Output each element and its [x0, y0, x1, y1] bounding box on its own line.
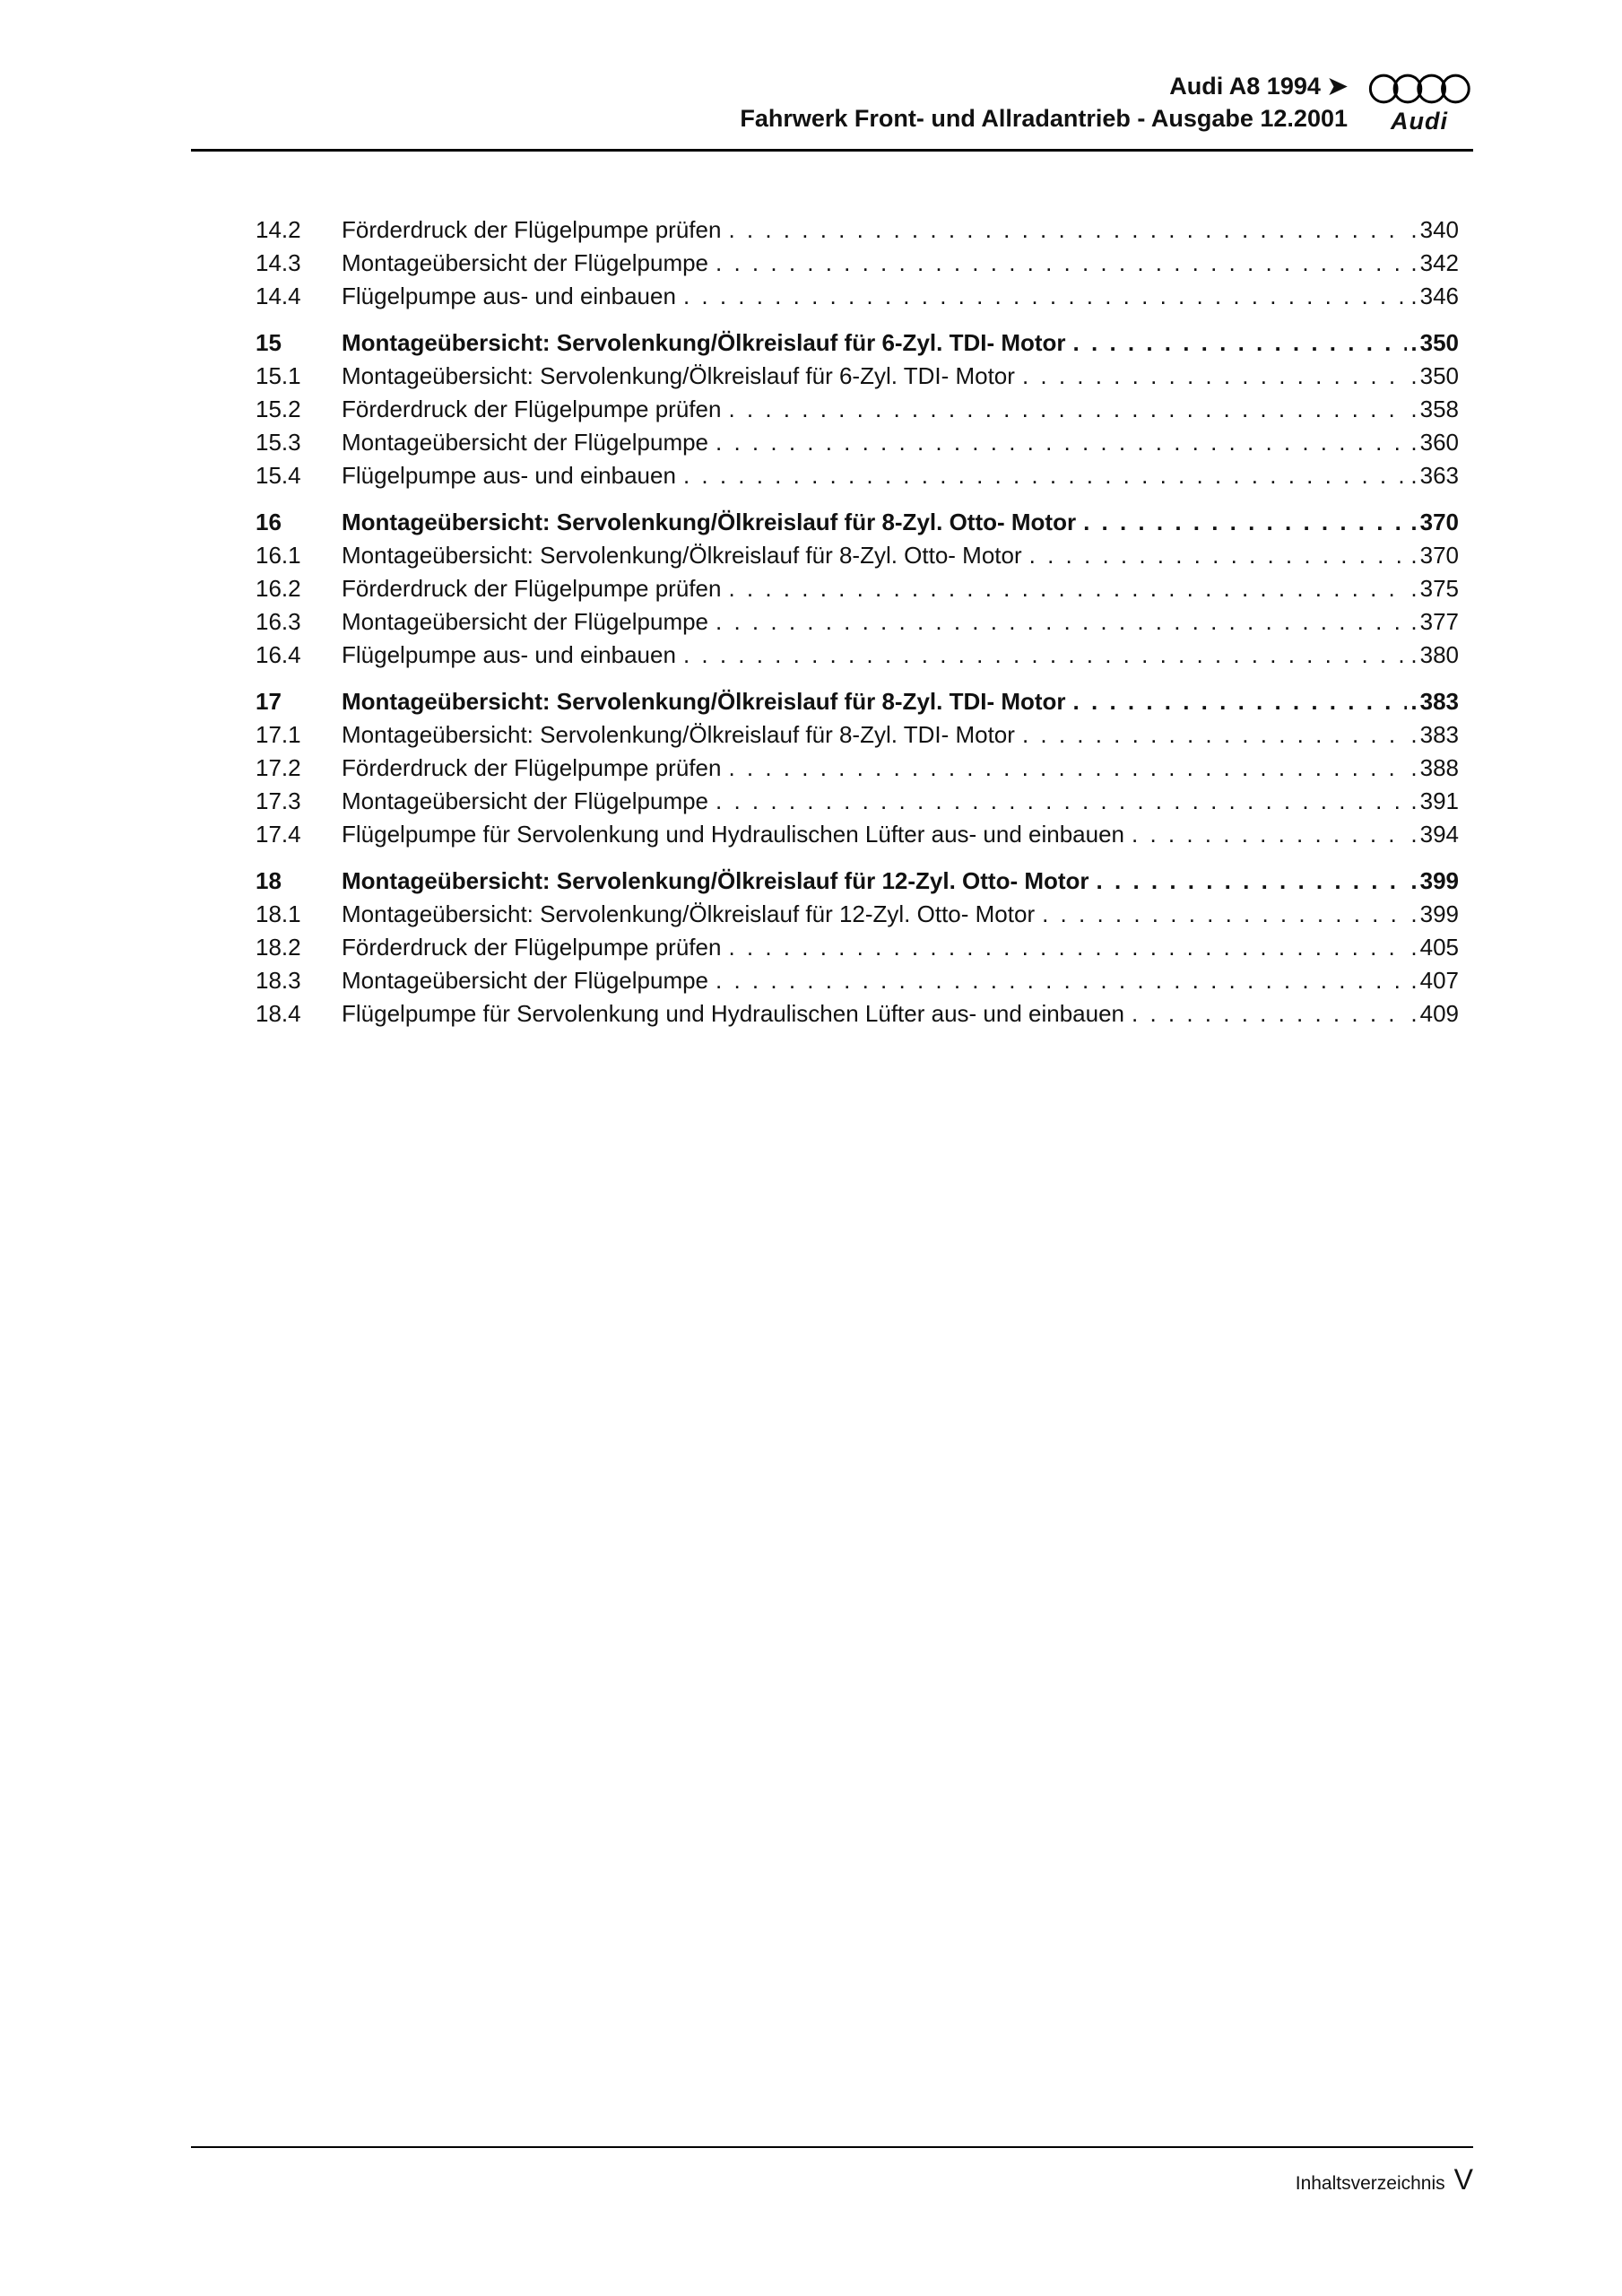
toc-entry-number: 16.2: [256, 575, 301, 602]
toc-entry: [256, 326, 1459, 360]
toc-entry-number: 15.1: [256, 362, 301, 389]
toc-entry-number: 17.3: [256, 787, 301, 814]
toc-entry-page: . 399: [1410, 898, 1459, 931]
header-divider: [191, 149, 1473, 152]
toc-entry: [256, 459, 1459, 492]
toc-entry-title: Montageübersicht der Flügelpumpe: [342, 429, 709, 456]
toc-entry-page: . 383: [1410, 685, 1459, 718]
toc-entry: [256, 785, 1459, 818]
dot-leader: [728, 393, 1407, 426]
toc-entry: [256, 605, 1459, 639]
toc-list: [256, 213, 1459, 1031]
toc-entry: [256, 898, 1459, 931]
toc-entry: [256, 247, 1459, 280]
toc-entry: [256, 639, 1459, 672]
toc-entry-number: 17.2: [256, 754, 301, 781]
toc-entry: [256, 931, 1459, 964]
toc-entry-number: 16: [256, 509, 282, 535]
toc-entry-title: Montageübersicht der Flügelpumpe: [342, 787, 709, 814]
toc-entry: [256, 865, 1459, 898]
toc-entry-title: Flügelpumpe für Servolenkung und Hydraulischen Lüfter aus- und einbauen: [342, 821, 1125, 848]
toc-entry-title: Montageübersicht der Flügelpumpe: [342, 608, 709, 635]
header-model-line: Audi A8 1994 ➤: [1169, 73, 1348, 100]
toc-entry: [256, 997, 1459, 1031]
dot-leader: [683, 459, 1407, 492]
toc-entry-page: . 370: [1410, 539, 1459, 572]
toc-entry-page: . 391: [1410, 785, 1459, 818]
toc-entry: [256, 426, 1459, 459]
toc-entry-title: Montageübersicht der Flügelpumpe: [342, 249, 709, 276]
toc-entry: [256, 718, 1459, 752]
toc-entry-number: 17: [256, 688, 282, 715]
dot-leader: [716, 964, 1407, 997]
toc-entry-page: . 346: [1410, 280, 1459, 313]
dot-leader: [683, 280, 1407, 313]
toc-entry-number: 18.1: [256, 900, 301, 927]
dot-leader: [716, 785, 1407, 818]
dot-leader: [716, 605, 1407, 639]
toc-entry-number: 14.4: [256, 283, 301, 309]
dot-leader: [1132, 818, 1407, 851]
audi-rings-icon: [1368, 72, 1470, 106]
toc-entry-page: . 363: [1410, 459, 1459, 492]
toc-entry-number: 15.3: [256, 429, 301, 456]
toc-entry-number: 15: [256, 329, 282, 356]
toc-entry-title: Flügelpumpe für Servolenkung und Hydraulischen Lüfter aus- und einbauen: [342, 1000, 1125, 1027]
toc-entry-number: 18.3: [256, 967, 301, 994]
toc-entry-number: 16.1: [256, 542, 301, 569]
dot-leader: [728, 572, 1407, 605]
toc-entry-title: Montageübersicht: Servolenkung/Ölkreislauf für 8-Zyl. TDI- Motor: [342, 688, 1066, 715]
toc-entry: [256, 360, 1459, 393]
toc-entry-page: . 394: [1410, 818, 1459, 851]
dot-leader: [1132, 997, 1407, 1031]
dot-leader: [1042, 898, 1407, 931]
toc-entry-page: . 340: [1410, 213, 1459, 247]
toc-entry-page: . 409: [1410, 997, 1459, 1031]
toc-entry-page: . 388: [1410, 752, 1459, 785]
footer-page-number: V: [1453, 2163, 1473, 2196]
toc-entry-title: Montageübersicht: Servolenkung/Ölkreislauf für 6-Zyl. TDI- Motor: [342, 362, 1015, 389]
toc-entry: [256, 280, 1459, 313]
toc-entry-title: Förderdruck der Flügelpumpe prüfen: [342, 754, 722, 781]
toc-entry-title: Montageübersicht: Servolenkung/Ölkreislauf für 6-Zyl. TDI- Motor: [342, 329, 1066, 356]
dot-leader: [1083, 506, 1407, 539]
toc-entry-number: 14.3: [256, 249, 301, 276]
toc-entry-title: Montageübersicht: Servolenkung/Ölkreislauf für 12-Zyl. Otto- Motor: [342, 867, 1089, 894]
brand-block: [1366, 70, 1473, 135]
toc-entry-page: . 377: [1410, 605, 1459, 639]
header-title-line: Fahrwerk Front- und Allradantrieb - Ausgabe 12.2001: [740, 105, 1348, 132]
dot-leader: [1022, 360, 1407, 393]
page-header: [191, 70, 1473, 135]
toc-entry-title: Förderdruck der Flügelpumpe prüfen: [342, 934, 722, 961]
dot-leader: [728, 752, 1407, 785]
toc-entry: [256, 685, 1459, 718]
dot-leader: [1073, 685, 1408, 718]
toc-entry-page: . 350: [1410, 326, 1459, 360]
audi-wordmark: Audi: [1391, 108, 1448, 135]
toc-entry: [256, 572, 1459, 605]
toc-entry: [256, 964, 1459, 997]
toc-entry-number: 14.2: [256, 216, 301, 243]
toc-entry-title: Förderdruck der Flügelpumpe prüfen: [342, 216, 722, 243]
toc-entry-page: . 399: [1410, 865, 1459, 898]
toc-entry: [256, 393, 1459, 426]
toc-entry-page: . 370: [1410, 506, 1459, 539]
toc-entry: [256, 506, 1459, 539]
toc-entry-title: Montageübersicht: Servolenkung/Ölkreislauf für 8-Zyl. Otto- Motor: [342, 542, 1022, 569]
page-footer: [191, 2163, 1473, 2196]
dot-leader: [728, 213, 1407, 247]
dot-leader: [728, 931, 1407, 964]
toc-entry-page: . 407: [1410, 964, 1459, 997]
toc-entry: [256, 213, 1459, 247]
toc-entry-number: 16.4: [256, 641, 301, 668]
toc-entry-number: 15.2: [256, 396, 301, 422]
toc-entry-title: Flügelpumpe aus- und einbauen: [342, 462, 676, 489]
dot-leader: [716, 426, 1407, 459]
toc-entry-title: Flügelpumpe aus- und einbauen: [342, 641, 676, 668]
toc-entry-title: Förderdruck der Flügelpumpe prüfen: [342, 575, 722, 602]
toc-entry-page: . 405: [1410, 931, 1459, 964]
toc-entry-number: 18.4: [256, 1000, 301, 1027]
toc-entry: [256, 752, 1459, 785]
toc-entry-page: . 342: [1410, 247, 1459, 280]
footer-label: Inhaltsverzeichnis: [1295, 2173, 1445, 2194]
toc-entry-page: . 383: [1410, 718, 1459, 752]
dot-leader: [1029, 539, 1408, 572]
toc-entry-title: Förderdruck der Flügelpumpe prüfen: [342, 396, 722, 422]
toc-entry-title: Flügelpumpe aus- und einbauen: [342, 283, 676, 309]
toc-entry-page: . 358: [1410, 393, 1459, 426]
dot-leader: [716, 247, 1407, 280]
toc-entry-number: 17.1: [256, 721, 301, 748]
toc-entry-page: . 375: [1410, 572, 1459, 605]
toc-entry-number: 18.2: [256, 934, 301, 961]
toc-entry: [256, 539, 1459, 572]
dot-leader: [1022, 718, 1407, 752]
toc-entry-number: 16.3: [256, 608, 301, 635]
toc-entry-page: . 380: [1410, 639, 1459, 672]
toc-entry-title: Montageübersicht: Servolenkung/Ölkreislauf für 8-Zyl. Otto- Motor: [342, 509, 1077, 535]
footer-divider: [191, 2146, 1473, 2148]
toc-entry-number: 17.4: [256, 821, 301, 848]
toc-entry-title: Montageübersicht der Flügelpumpe: [342, 967, 709, 994]
toc-entry-title: Montageübersicht: Servolenkung/Ölkreislauf für 12-Zyl. Otto- Motor: [342, 900, 1036, 927]
header-text: [740, 70, 1348, 135]
dot-leader: [683, 639, 1407, 672]
toc-entry-page: . 350: [1410, 360, 1459, 393]
dot-leader: [1097, 865, 1408, 898]
toc-entry: [256, 818, 1459, 851]
toc-entry-number: 18: [256, 867, 282, 894]
toc-entry-title: Montageübersicht: Servolenkung/Ölkreislauf für 8-Zyl. TDI- Motor: [342, 721, 1015, 748]
toc-entry-page: . 360: [1410, 426, 1459, 459]
toc-entry-number: 15.4: [256, 462, 301, 489]
dot-leader: [1073, 326, 1408, 360]
